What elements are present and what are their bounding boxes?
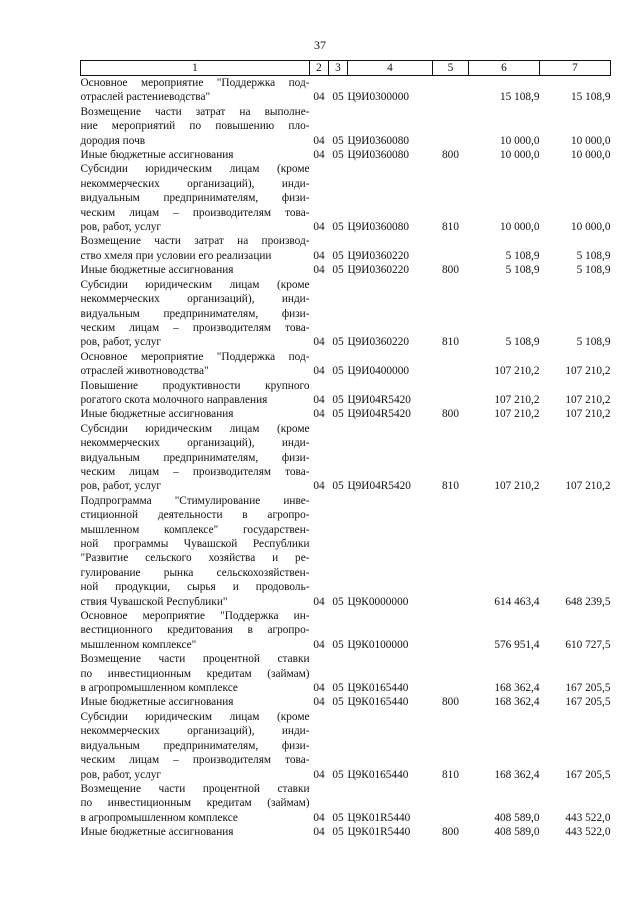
row-name-line: отраслей растениеводства"	[80, 91, 211, 104]
section-code: 04	[313, 696, 325, 709]
amount-year-1: 168 362,4	[494, 768, 540, 781]
row-name-line: Основное мероприятие "Поддержка ин-	[80, 610, 310, 623]
row-name-line: стиционной деятельности в агропро-	[80, 509, 310, 522]
target-article-code: Ц9И04R5420	[347, 393, 411, 406]
expense-type-code: 800	[442, 408, 459, 421]
section-code: 04	[313, 336, 325, 349]
section-code: 04	[313, 365, 325, 378]
row-name	[81, 407, 310, 421]
row-name-line: Возмещение части процентной ставки	[80, 653, 310, 666]
section-code: 04	[313, 826, 325, 839]
row-name-line: отраслей животноводства"	[80, 365, 209, 378]
budget-table	[80, 60, 611, 840]
subsection-code: 05	[332, 480, 344, 493]
amount-year-1: 107 210,2	[494, 480, 540, 493]
amount-year-2: 443 522,0	[565, 826, 611, 839]
section-code: 04	[313, 408, 325, 421]
subsection-code: 05	[332, 149, 344, 162]
subsection-code: 05	[332, 91, 344, 104]
subsection-code: 05	[332, 682, 344, 695]
row-name	[81, 695, 310, 709]
table-row	[81, 76, 611, 105]
amount-year-2: 5 108,9	[576, 249, 611, 262]
subsection-code: 05	[332, 408, 344, 421]
row-name-line: рогатого скота молочного направления	[80, 393, 268, 406]
row-name-line: гулирование рынка сельскохозяйствен-	[80, 566, 310, 579]
row-name-line: Возмещение части затрат на выполне-	[80, 105, 310, 118]
expense-type-code: 810	[442, 221, 459, 234]
target-article-code: Ц9К0165440	[347, 682, 409, 695]
row-name-line: ческим лицам – производителям това-	[80, 321, 310, 334]
table-row	[81, 710, 611, 782]
subsection-code: 05	[332, 393, 344, 406]
row-name	[81, 710, 310, 782]
table-body	[81, 76, 611, 840]
amount-year-1: 168 362,4	[494, 696, 540, 709]
table-row	[81, 105, 611, 148]
target-article-code: Ц9И0360080	[347, 221, 410, 234]
expense-type-code	[433, 782, 469, 825]
expense-type-code: 800	[442, 826, 459, 839]
subsection-code: 05	[332, 365, 344, 378]
amount-year-1: 15 108,9	[499, 91, 540, 104]
amount-year-1: 10 000,0	[499, 221, 540, 234]
row-name	[81, 609, 310, 652]
subsection-code: 05	[332, 595, 344, 608]
amount-year-2: 610 727,5	[565, 638, 611, 651]
amount-year-1: 107 210,2	[494, 408, 540, 421]
row-name	[81, 825, 310, 839]
row-name-line: мышленном комплексе"	[80, 638, 197, 651]
row-name-line: ние мероприятий по повышению пло-	[80, 120, 310, 133]
row-name-line: в агропромышленном комплексе	[80, 682, 238, 695]
row-name-line: Основное мероприятие "Поддержка под-	[80, 350, 310, 363]
amount-year-2: 10 000,0	[570, 134, 611, 147]
amount-year-1: 168 362,4	[494, 682, 540, 695]
row-name-line: некоммерческих организаций), инди-	[80, 177, 310, 190]
row-name	[81, 652, 310, 695]
row-name-line: ческим лицам – производителям това-	[80, 206, 310, 219]
table-row	[81, 278, 611, 350]
column-header: 4	[348, 61, 433, 76]
target-article-code: Ц9К0100000	[347, 638, 409, 651]
row-name	[81, 278, 310, 350]
row-name-line: мышленном комплексе" государствен-	[80, 523, 310, 536]
expense-type-code	[433, 379, 469, 408]
target-article-code: Ц9И0360080	[347, 149, 410, 162]
section-code: 04	[313, 264, 325, 277]
expense-type-code: 810	[442, 768, 459, 781]
table-row	[81, 407, 611, 421]
amount-year-2: 10 000,0	[570, 221, 611, 234]
page-number: 37	[314, 38, 326, 52]
amount-year-1: 10 000,0	[499, 134, 540, 147]
row-name-line: Возмещение части затрат на производ-	[80, 235, 310, 248]
row-name	[81, 76, 310, 105]
column-header: 7	[540, 61, 611, 76]
target-article-code: Ц9К01R5440	[347, 826, 411, 839]
amount-year-1: 614 463,4	[494, 595, 540, 608]
table-row	[81, 350, 611, 379]
row-name-line: Повышение продуктивности крупного	[80, 379, 310, 392]
subsection-code: 05	[332, 249, 344, 262]
amount-year-1: 576 951,4	[494, 638, 540, 651]
row-name	[81, 379, 310, 408]
expense-type-code	[433, 105, 469, 148]
row-name-line: некоммерческих организаций), инди-	[80, 437, 310, 450]
row-name-line: Основное мероприятие "Поддержка под-	[80, 77, 310, 89]
subsection-code: 05	[332, 696, 344, 709]
section-code: 04	[313, 134, 325, 147]
row-name-line: ной программы Чувашской Республики	[80, 538, 310, 550]
row-name-line: ной продукции, сырья и продоволь-	[80, 581, 310, 594]
expense-type-code	[433, 652, 469, 695]
row-name-line: ров, работ, услуг	[80, 221, 162, 234]
subsection-code: 05	[332, 826, 344, 839]
row-name-line: в агропромышленном комплексе	[80, 811, 238, 824]
section-code: 04	[313, 149, 325, 162]
table-row	[81, 234, 611, 263]
row-name-line: дородия почв	[80, 134, 146, 147]
row-name-line: Субсидии юридическим лицам (кроме	[80, 422, 310, 435]
row-name-line: Возмещение части процентной ставки	[80, 782, 310, 795]
expense-type-code: 800	[442, 149, 459, 162]
section-code: 04	[313, 595, 325, 608]
target-article-code: Ц9И0360220	[347, 264, 410, 277]
row-name	[81, 234, 310, 263]
column-header: 1	[81, 61, 310, 76]
table-row	[81, 162, 611, 234]
amount-year-1: 5 108,9	[505, 336, 540, 349]
row-name-line: ров, работ, услуг	[80, 768, 162, 781]
row-name-line: "Развитие сельского хозяйства и ре-	[80, 552, 310, 565]
section-code: 04	[313, 249, 325, 262]
row-name-line: Субсидии юридическим лицам (кроме	[80, 710, 310, 723]
target-article-code: Ц9К0165440	[347, 696, 409, 709]
target-article-code: Ц9И04R5420	[347, 408, 411, 421]
subsection-code: 05	[332, 336, 344, 349]
amount-year-2: 10 000,0	[570, 149, 611, 162]
row-name-line: Иные бюджетные ассигнования	[80, 149, 234, 162]
row-name	[81, 350, 310, 379]
amount-year-2: 107 210,2	[565, 408, 611, 421]
table-row	[81, 263, 611, 277]
section-code: 04	[313, 811, 325, 824]
table-row	[81, 825, 611, 839]
expense-type-code	[433, 76, 469, 105]
amount-year-1: 408 589,0	[494, 811, 540, 824]
section-code: 04	[313, 682, 325, 695]
expense-type-code	[433, 494, 469, 609]
row-name-line: Субсидии юридическим лицам (кроме	[80, 278, 310, 291]
subsection-code: 05	[332, 264, 344, 277]
row-name	[81, 422, 310, 494]
column-header: 3	[329, 61, 348, 76]
section-code: 04	[313, 768, 325, 781]
amount-year-2: 107 210,2	[565, 393, 611, 406]
table-row	[81, 379, 611, 408]
row-name-line: Иные бюджетные ассигнования	[80, 826, 234, 839]
amount-year-2: 443 522,0	[565, 811, 611, 824]
section-code: 04	[313, 91, 325, 104]
amount-year-2: 5 108,9	[576, 336, 611, 349]
row-name-line: ство хмеля при условии его реализации	[80, 249, 272, 262]
row-name-line: ров, работ, услуг	[80, 336, 162, 349]
row-name-line: видуальным предпринимателям, физи-	[80, 307, 310, 320]
row-name-line: некоммерческих организаций), инди-	[80, 725, 310, 738]
row-name-line: Субсидии юридическим лицам (кроме	[80, 163, 310, 176]
section-code: 04	[313, 393, 325, 406]
expense-type-code	[433, 609, 469, 652]
subsection-code: 05	[332, 221, 344, 234]
expense-type-code: 800	[442, 696, 459, 709]
row-name	[81, 105, 310, 148]
target-article-code: Ц9И0400000	[347, 365, 410, 378]
table-row	[81, 782, 611, 825]
column-header-row	[81, 61, 611, 76]
amount-year-2: 15 108,9	[570, 91, 611, 104]
column-header: 6	[469, 61, 540, 76]
row-name-line: по инвестиционным кредитам (займам)	[80, 667, 310, 680]
row-name-line: видуальным предпринимателям, физи-	[80, 451, 310, 464]
target-article-code: Ц9К01R5440	[347, 811, 411, 824]
amount-year-2: 167 205,5	[565, 682, 611, 695]
target-article-code: Ц9И0360220	[347, 336, 410, 349]
amount-year-2: 167 205,5	[565, 696, 611, 709]
row-name	[81, 148, 310, 162]
table-row	[81, 695, 611, 709]
amount-year-1: 408 589,0	[494, 826, 540, 839]
table-row	[81, 148, 611, 162]
row-name	[81, 263, 310, 277]
column-header: 2	[310, 61, 329, 76]
table-row	[81, 494, 611, 609]
row-name-line: некоммерческих организаций), инди-	[80, 293, 310, 306]
row-name	[81, 782, 310, 825]
amount-year-1: 107 210,2	[494, 365, 540, 378]
row-name-line: Иные бюджетные ассигнования	[80, 264, 234, 277]
row-name-line: ческим лицам – производителям това-	[80, 754, 310, 767]
section-code: 04	[313, 480, 325, 493]
target-article-code: Ц9К0165440	[347, 768, 409, 781]
expense-type-code	[433, 234, 469, 263]
amount-year-2: 107 210,2	[565, 480, 611, 493]
expense-type-code: 800	[442, 264, 459, 277]
amount-year-1: 10 000,0	[499, 149, 540, 162]
row-name	[81, 494, 310, 609]
table-row	[81, 422, 611, 494]
subsection-code: 05	[332, 768, 344, 781]
row-name-line: Подпрограмма "Стимулирование инве-	[80, 494, 310, 507]
target-article-code: Ц9И0360080	[347, 134, 410, 147]
row-name-line: ческим лицам – производителям това-	[80, 465, 310, 478]
row-name-line: по инвестиционным кредитам (займам)	[80, 797, 310, 810]
amount-year-1: 5 108,9	[505, 249, 540, 262]
amount-year-1: 5 108,9	[505, 264, 540, 277]
amount-year-1: 107 210,2	[494, 393, 540, 406]
section-code: 04	[313, 221, 325, 234]
amount-year-2: 5 108,9	[576, 264, 611, 277]
subsection-code: 05	[332, 638, 344, 651]
subsection-code: 05	[332, 811, 344, 824]
target-article-code: Ц9И04R5420	[347, 480, 411, 493]
subsection-code: 05	[332, 134, 344, 147]
table-row	[81, 652, 611, 695]
section-code: 04	[313, 638, 325, 651]
row-name-line: ров, работ, услуг	[80, 480, 162, 493]
target-article-code: Ц9И0360220	[347, 249, 410, 262]
amount-year-2: 167 205,5	[565, 768, 611, 781]
row-name-line: видуальным предпринимателям, физи-	[80, 739, 310, 752]
target-article-code: Ц9И0300000	[347, 91, 410, 104]
expense-type-code: 810	[442, 336, 459, 349]
target-article-code: Ц9К0000000	[347, 595, 409, 608]
row-name-line: видуальным предпринимателям, физи-	[80, 192, 310, 205]
amount-year-2: 648 239,5	[565, 595, 611, 608]
table-row	[81, 609, 611, 652]
row-name	[81, 162, 310, 234]
row-name-line: вестиционного кредитования в агропро-	[80, 624, 310, 637]
row-name-line: ствия Чувашской Республики"	[80, 595, 228, 608]
expense-type-code	[433, 350, 469, 379]
row-name-line: Иные бюджетные ассигнования	[80, 408, 234, 421]
amount-year-2: 107 210,2	[565, 365, 611, 378]
expense-type-code: 810	[442, 480, 459, 493]
row-name-line: Иные бюджетные ассигнования	[80, 696, 234, 709]
column-header: 5	[433, 61, 469, 76]
